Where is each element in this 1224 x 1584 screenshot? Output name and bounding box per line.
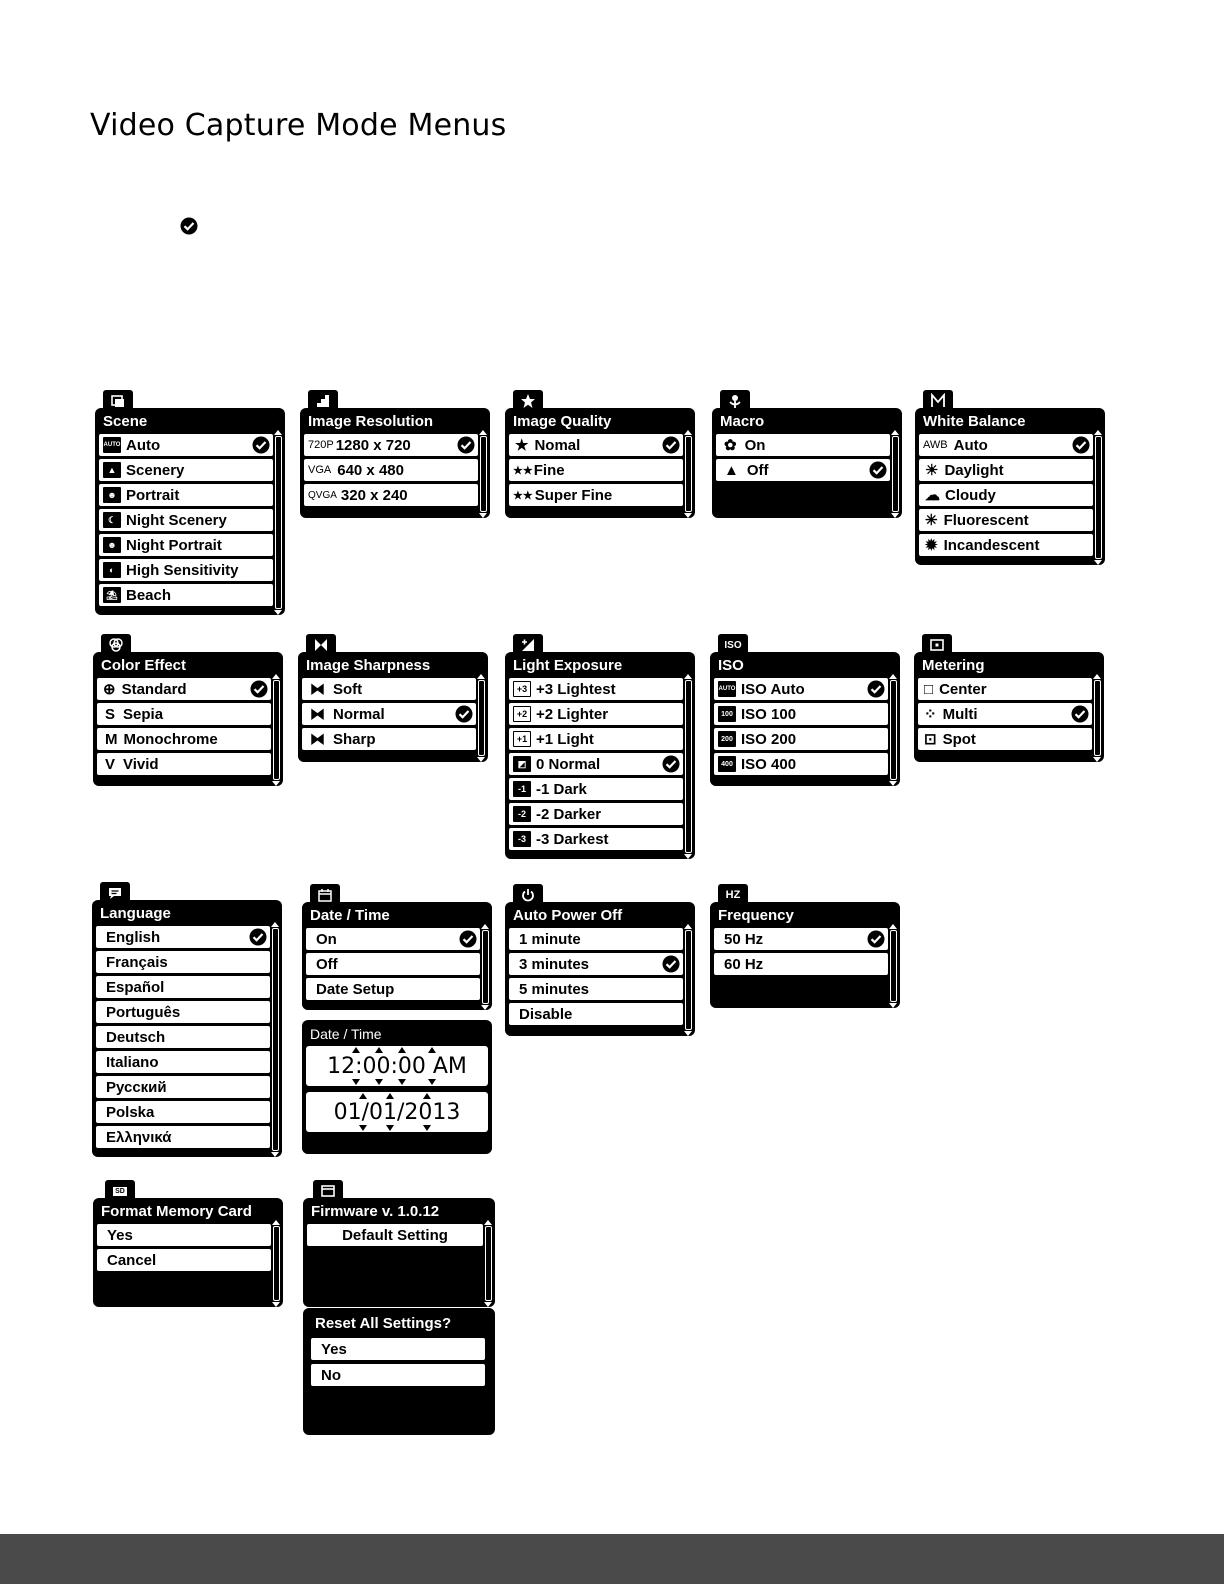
iso-400-icon: 400 bbox=[718, 756, 736, 772]
menu-header: Macro bbox=[720, 413, 765, 430]
selected-check-icon bbox=[180, 217, 198, 235]
menu-header: Image Quality bbox=[513, 413, 612, 430]
qvga-icon: QVGA bbox=[308, 489, 337, 501]
selected-check-icon bbox=[457, 436, 475, 454]
vivid-icon: V bbox=[105, 755, 116, 773]
menu-item-label: 1280 x 720 bbox=[335, 436, 411, 454]
image-resolution-menu bbox=[300, 390, 490, 518]
exposure-icon bbox=[520, 637, 536, 653]
color-effect-menu bbox=[93, 634, 283, 786]
window-icon bbox=[320, 1183, 336, 1199]
star-icon: ★ bbox=[515, 437, 529, 454]
menu-item-label: Night Portrait bbox=[126, 536, 222, 554]
menu-item-sharp[interactable] bbox=[302, 728, 476, 750]
menu-item-3-minutes[interactable] bbox=[509, 953, 683, 975]
menu-item-spot[interactable] bbox=[918, 728, 1092, 750]
color-effect-panel bbox=[93, 652, 283, 786]
menu-item-label: 640 x 480 bbox=[337, 461, 404, 479]
menu-item-portuguese[interactable] bbox=[96, 1001, 270, 1023]
selected-check-icon bbox=[249, 928, 267, 946]
menu-item-minus1[interactable] bbox=[509, 778, 683, 800]
minus2-icon: -2 bbox=[513, 806, 531, 822]
menu-item-no[interactable] bbox=[311, 1364, 485, 1386]
menu-item-label: Night Scenery bbox=[126, 511, 227, 529]
menu-item-label: Center bbox=[939, 680, 987, 698]
menu-item-cancel[interactable] bbox=[97, 1249, 271, 1271]
menu-item-label: Vivid bbox=[123, 755, 159, 773]
menu-header: Date / Time bbox=[310, 1026, 382, 1042]
iso-menu bbox=[710, 634, 900, 786]
mountain-icon: ▲ bbox=[724, 461, 739, 479]
menu-header: Firmware v. 1.0.12 bbox=[311, 1203, 440, 1220]
menu-item-vga[interactable] bbox=[304, 459, 478, 481]
menu-item-label: Cloudy bbox=[945, 486, 996, 504]
menu-item-fine[interactable] bbox=[509, 459, 683, 481]
firmware-menu bbox=[303, 1180, 495, 1305]
two-stars-icon: ★★ bbox=[513, 464, 533, 477]
menu-item-yes[interactable] bbox=[311, 1338, 485, 1360]
menu-item-scenery[interactable] bbox=[99, 459, 273, 481]
metering-menu bbox=[914, 634, 1104, 762]
menu-item-label: Scenery bbox=[126, 461, 185, 479]
menu-item-label: High Sensitivity bbox=[126, 561, 239, 579]
menu-item-label: Portrait bbox=[126, 486, 180, 504]
menu-item-label: 50 Hz bbox=[724, 930, 764, 948]
menu-item-date-setup[interactable] bbox=[306, 978, 480, 1000]
menu-item-label: Default Setting bbox=[342, 1226, 448, 1244]
menu-item-label: 320 x 240 bbox=[340, 486, 408, 504]
menu-item-label: 3 minutes bbox=[519, 955, 590, 973]
auto-power-off-panel bbox=[505, 902, 695, 1036]
menu-item-soft[interactable] bbox=[302, 678, 476, 700]
macro-flower-icon bbox=[727, 393, 743, 409]
frequency-panel bbox=[710, 902, 900, 1008]
increment-arrows-icon bbox=[306, 1047, 488, 1053]
menu-item-fluorescent[interactable] bbox=[919, 509, 1093, 531]
increment-arrows-icon bbox=[306, 1093, 488, 1099]
menu-item-beach[interactable] bbox=[99, 584, 273, 606]
menu-item-label: Italiano bbox=[106, 1053, 159, 1071]
auto-power-off-menu bbox=[505, 884, 695, 1036]
menu-item-label: Français bbox=[106, 953, 168, 971]
menu-item-label: 60 Hz bbox=[724, 955, 764, 973]
menu-item-label: -1 Dark bbox=[536, 780, 587, 798]
menu-item-label: Auto bbox=[953, 436, 988, 454]
menu-item-label: Super Fine bbox=[534, 486, 613, 504]
scrollbar[interactable] bbox=[892, 436, 899, 512]
menu-item-label: No bbox=[321, 1366, 341, 1384]
scrollbar[interactable] bbox=[273, 1226, 280, 1301]
image-quality-panel bbox=[505, 408, 695, 518]
menu-item-label: Cancel bbox=[107, 1251, 157, 1269]
macro-flower-icon: ✿ bbox=[724, 437, 737, 454]
menu-item-french[interactable] bbox=[96, 951, 270, 973]
scene-menu bbox=[95, 390, 285, 615]
scrollbar[interactable] bbox=[685, 436, 692, 512]
selected-check-icon bbox=[1071, 705, 1089, 723]
menu-item-center[interactable] bbox=[918, 678, 1092, 700]
menu-item-zero[interactable] bbox=[509, 753, 683, 775]
scrollbar[interactable] bbox=[1094, 680, 1101, 756]
multi-metering-icon: ⁘ bbox=[924, 706, 937, 723]
menu-item-plus3[interactable] bbox=[509, 678, 683, 700]
menu-item-minus3[interactable] bbox=[509, 828, 683, 850]
plus1-icon: +1 bbox=[513, 731, 531, 747]
iso-200-icon: 200 bbox=[718, 731, 736, 747]
sepia-icon: S bbox=[105, 705, 116, 723]
menu-item-label: Sharp bbox=[333, 730, 376, 748]
date-field[interactable] bbox=[306, 1092, 488, 1132]
plus3-icon: +3 bbox=[513, 681, 531, 697]
minus3-icon: -3 bbox=[513, 831, 531, 847]
scene-panel bbox=[95, 408, 285, 615]
menu-item-label: Polska bbox=[106, 1103, 155, 1121]
reset-all-settings-panel bbox=[303, 1308, 495, 1435]
menu-header: Light Exposure bbox=[513, 657, 623, 674]
menu-item-multi[interactable] bbox=[918, 703, 1092, 725]
menu-item-polish[interactable] bbox=[96, 1101, 270, 1123]
scrollbar[interactable] bbox=[685, 680, 692, 853]
awb-icon: AWB bbox=[923, 439, 948, 451]
menu-item-label: Monochrome bbox=[123, 730, 218, 748]
center-metering-icon: □ bbox=[924, 680, 934, 698]
metering-icon bbox=[929, 637, 945, 653]
selected-check-icon bbox=[662, 436, 680, 454]
menu-item-plus2[interactable] bbox=[509, 703, 683, 725]
menu-item-label: Fluorescent bbox=[943, 511, 1029, 529]
scrollbar[interactable] bbox=[478, 680, 485, 756]
normal-sharpness-icon: ⧓ bbox=[310, 706, 325, 723]
menu-item-russian[interactable] bbox=[96, 1076, 270, 1098]
menu-header: Reset All Settings? bbox=[315, 1315, 452, 1332]
menu-item-label: Spot bbox=[942, 730, 976, 748]
selected-check-icon bbox=[455, 705, 473, 723]
white-balance-icon bbox=[930, 393, 946, 409]
selected-check-icon bbox=[662, 755, 680, 773]
night-scenery-icon: ☾ bbox=[103, 512, 121, 528]
menu-item-label: +3 Lightest bbox=[536, 680, 616, 698]
720p-icon: 720P bbox=[308, 439, 334, 451]
vga-icon: VGA bbox=[308, 464, 332, 476]
iso-auto-icon: AUTO bbox=[718, 681, 736, 697]
menu-item-50hz[interactable] bbox=[714, 928, 888, 950]
menu-item-normal[interactable] bbox=[509, 434, 683, 456]
selected-check-icon bbox=[1072, 436, 1090, 454]
macro-menu bbox=[712, 390, 902, 518]
three-stars-icon: ★★ bbox=[513, 489, 533, 502]
menu-item-greek[interactable] bbox=[96, 1126, 270, 1148]
menu-item-label: -2 Darker bbox=[536, 805, 602, 823]
menu-item-iso-auto[interactable] bbox=[714, 678, 888, 700]
high-sensitivity-icon: ◐ bbox=[103, 562, 121, 578]
power-icon bbox=[520, 887, 536, 903]
sharp-icon: ⧓ bbox=[310, 731, 325, 748]
menu-item-1-minute[interactable] bbox=[509, 928, 683, 950]
menu-item-italian[interactable] bbox=[96, 1051, 270, 1073]
menu-item-iso-200[interactable] bbox=[714, 728, 888, 750]
format-memory-card-menu bbox=[93, 1180, 283, 1305]
menu-item-label: Auto bbox=[126, 436, 161, 454]
minus1-icon: -1 bbox=[513, 781, 531, 797]
menu-header: Date / Time bbox=[310, 907, 390, 924]
menu-item-label: Off bbox=[746, 461, 769, 479]
menu-item-disable[interactable] bbox=[509, 1003, 683, 1025]
format-memory-card-panel bbox=[93, 1198, 283, 1307]
menu-item-label: English bbox=[106, 928, 161, 946]
menu-item-high-sensitivity[interactable] bbox=[99, 559, 273, 581]
menu-item-label: 5 minutes bbox=[519, 980, 590, 998]
menu-item-label: ISO 400 bbox=[741, 755, 797, 773]
menu-item-label: -3 Darkest bbox=[536, 830, 609, 848]
calendar-icon bbox=[317, 887, 333, 903]
selected-check-icon bbox=[869, 461, 887, 479]
time-field[interactable] bbox=[306, 1046, 488, 1086]
menu-item-label: Yes bbox=[321, 1340, 347, 1358]
menu-item-label: Incandescent bbox=[943, 536, 1040, 554]
menu-header: Format Memory Card bbox=[101, 1203, 252, 1220]
scrollbar[interactable] bbox=[480, 436, 487, 512]
menu-item-off[interactable] bbox=[306, 953, 480, 975]
menu-item-spanish[interactable] bbox=[96, 976, 270, 998]
menu-item-night-portrait[interactable] bbox=[99, 534, 273, 556]
menu-item-sepia[interactable] bbox=[97, 703, 271, 725]
selected-check-icon bbox=[459, 930, 477, 948]
sd-card-icon: SD bbox=[115, 1187, 125, 1195]
scene-icon bbox=[110, 393, 126, 409]
menu-header: Scene bbox=[103, 413, 148, 430]
scrollbar[interactable] bbox=[482, 930, 489, 1004]
menu-header: Auto Power Off bbox=[513, 907, 623, 924]
menu-header: Image Sharpness bbox=[306, 657, 431, 674]
date-time-panel bbox=[302, 902, 492, 1010]
menu-item-label: Disable bbox=[519, 1005, 573, 1023]
menu-header: Frequency bbox=[718, 907, 794, 924]
menu-header: Image Resolution bbox=[308, 413, 434, 430]
menu-item-on[interactable] bbox=[306, 928, 480, 950]
reset-all-settings-menu bbox=[303, 1290, 495, 1435]
menu-item-normal[interactable] bbox=[302, 703, 476, 725]
menu-item-label: ISO 100 bbox=[741, 705, 797, 723]
metering-panel bbox=[914, 652, 1104, 762]
white-balance-panel bbox=[915, 408, 1105, 565]
standard-icon: ⊕ bbox=[103, 681, 116, 698]
menu-item-label: Português bbox=[106, 1003, 181, 1021]
footer-bar bbox=[0, 1534, 1224, 1584]
auto-icon: AUTO bbox=[103, 437, 121, 453]
menu-item-iso-100[interactable] bbox=[714, 703, 888, 725]
menu-item-cloudy[interactable] bbox=[919, 484, 1093, 506]
menu-item-auto[interactable] bbox=[919, 434, 1093, 456]
menu-item-label: ISO 200 bbox=[741, 730, 797, 748]
menu-item-daylight[interactable] bbox=[919, 459, 1093, 481]
menu-item-minus2[interactable] bbox=[509, 803, 683, 825]
menu-item-720p[interactable] bbox=[304, 434, 478, 456]
menu-item-iso-400[interactable] bbox=[714, 753, 888, 775]
beach-icon: ⛱ bbox=[103, 587, 121, 603]
soft-icon: ⧓ bbox=[310, 681, 325, 698]
menu-item-vivid[interactable] bbox=[97, 753, 271, 775]
menu-item-label: On bbox=[316, 930, 337, 948]
portrait-icon: ☻ bbox=[103, 487, 121, 503]
macro-panel bbox=[712, 408, 902, 518]
speech-bubble-icon bbox=[107, 885, 123, 901]
cloud-icon: ☁ bbox=[925, 487, 940, 504]
landscape-icon: ▲ bbox=[103, 462, 121, 478]
color-effect-icon bbox=[108, 637, 124, 653]
scrollbar[interactable] bbox=[685, 930, 692, 1030]
plus2-icon: +2 bbox=[513, 706, 531, 722]
decrement-arrows-icon bbox=[306, 1079, 488, 1085]
incandescent-icon: ✹ bbox=[925, 537, 938, 554]
monochrome-icon: M bbox=[105, 730, 118, 748]
zero-exposure-icon: ◩ bbox=[513, 756, 531, 772]
menu-item-auto[interactable] bbox=[99, 434, 273, 456]
selected-check-icon bbox=[662, 955, 680, 973]
menu-item-5-minutes[interactable] bbox=[509, 978, 683, 1000]
menu-item-label: On bbox=[744, 436, 766, 454]
sharpness-icon bbox=[313, 637, 329, 653]
menu-item-label: ISO Auto bbox=[741, 680, 805, 698]
menu-item-plus1[interactable] bbox=[509, 728, 683, 750]
menu-item-label: 0 Normal bbox=[536, 755, 601, 773]
spot-metering-icon: ⊡ bbox=[924, 731, 937, 748]
menu-item-label: Yes bbox=[107, 1226, 133, 1244]
page-title: Video Capture Mode Menus bbox=[90, 108, 507, 143]
iso-icon: ISO bbox=[724, 639, 742, 651]
menu-item-label: 1 minute bbox=[519, 930, 581, 948]
hz-icon: HZ bbox=[725, 889, 741, 901]
menu-item-label: Soft bbox=[333, 680, 363, 698]
selected-check-icon bbox=[252, 436, 270, 454]
menu-item-night-scenery[interactable] bbox=[99, 509, 273, 531]
default-setting-button[interactable] bbox=[307, 1224, 483, 1246]
image-quality-menu bbox=[505, 390, 695, 518]
frequency-menu bbox=[710, 884, 900, 1008]
menu-item-label: Normal bbox=[333, 705, 385, 723]
menu-item-on[interactable] bbox=[716, 434, 890, 456]
iso-panel bbox=[710, 652, 900, 786]
scrollbar[interactable] bbox=[1095, 436, 1102, 559]
light-exposure-menu bbox=[505, 634, 695, 859]
resolution-icon bbox=[315, 393, 331, 409]
menu-item-label: Deutsch bbox=[106, 1028, 166, 1046]
selected-check-icon bbox=[867, 680, 885, 698]
menu-item-english[interactable] bbox=[96, 926, 270, 948]
menu-item-label: Español bbox=[106, 978, 165, 996]
menu-header: Language bbox=[100, 905, 171, 922]
language-panel bbox=[92, 900, 282, 1157]
white-balance-menu bbox=[915, 390, 1105, 565]
menu-item-incandescent[interactable] bbox=[919, 534, 1093, 556]
menu-item-label: +2 Lighter bbox=[536, 705, 609, 723]
language-menu bbox=[92, 882, 282, 1157]
menu-item-label: Beach bbox=[126, 586, 172, 604]
menu-item-label: Date Setup bbox=[316, 980, 395, 998]
menu-item-qvga[interactable] bbox=[304, 484, 478, 506]
menu-item-standard[interactable] bbox=[97, 678, 271, 700]
menu-header: White Balance bbox=[923, 413, 1026, 430]
selected-check-icon bbox=[867, 930, 885, 948]
selected-check-icon bbox=[250, 680, 268, 698]
menu-item-portrait[interactable] bbox=[99, 484, 273, 506]
menu-item-label: Fine bbox=[533, 461, 565, 479]
menu-header: Metering bbox=[922, 657, 985, 674]
menu-item-label: Daylight bbox=[944, 461, 1004, 479]
menu-item-german[interactable] bbox=[96, 1026, 270, 1048]
menu-item-60hz[interactable] bbox=[714, 953, 888, 975]
scrollbar[interactable] bbox=[275, 436, 282, 609]
menu-item-monochrome[interactable] bbox=[97, 728, 271, 750]
night-portrait-icon: ☻ bbox=[103, 537, 121, 553]
image-sharpness-panel bbox=[298, 652, 488, 762]
scrollbar[interactable] bbox=[890, 680, 897, 780]
menu-item-label: Nomal bbox=[534, 436, 581, 454]
menu-item-label: Ελληνικά bbox=[106, 1128, 172, 1146]
date-time-menu bbox=[302, 884, 492, 1010]
date-value: 01/01/2013 bbox=[333, 1099, 461, 1125]
menu-item-label: Русский bbox=[106, 1078, 167, 1096]
light-exposure-panel bbox=[505, 652, 695, 859]
menu-item-off[interactable] bbox=[716, 459, 890, 481]
menu-item-label: Off bbox=[316, 955, 338, 973]
scrollbar[interactable] bbox=[890, 930, 897, 1002]
image-sharpness-menu bbox=[298, 634, 488, 762]
scrollbar[interactable] bbox=[272, 928, 279, 1151]
star-icon bbox=[520, 393, 536, 409]
menu-item-label: Multi bbox=[942, 705, 978, 723]
date-time-setup-menu bbox=[302, 1002, 492, 1150]
iso-100-icon: 100 bbox=[718, 706, 736, 722]
date-time-setup-panel bbox=[302, 1020, 492, 1154]
sun-icon: ☀ bbox=[925, 462, 939, 479]
menu-header: ISO bbox=[718, 657, 744, 674]
menu-item-label: Sepia bbox=[123, 705, 164, 723]
time-value: 12:00:00 AM bbox=[327, 1053, 467, 1079]
menu-header: Color Effect bbox=[101, 657, 187, 674]
fluorescent-icon: ✳ bbox=[925, 512, 938, 529]
menu-item-yes[interactable] bbox=[97, 1224, 271, 1246]
menu-item-label: +1 Light bbox=[536, 730, 594, 748]
scrollbar[interactable] bbox=[273, 680, 280, 780]
menu-item-super-fine[interactable] bbox=[509, 484, 683, 506]
menu-item-label: Standard bbox=[121, 680, 187, 698]
decrement-arrows-icon bbox=[306, 1125, 488, 1131]
image-resolution-panel bbox=[300, 408, 490, 518]
